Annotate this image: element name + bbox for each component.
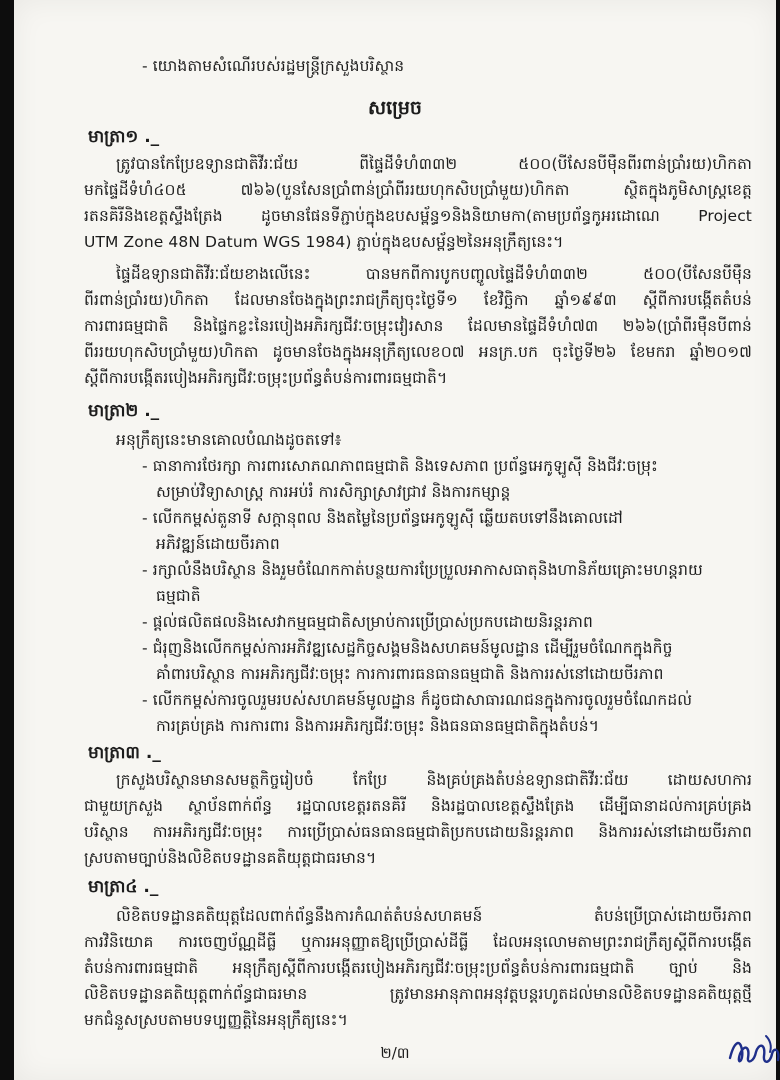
article-3-p1-line: ស្របតាមច្បាប់និងលិខិតបទដ្ឋានគតិយុត្តជាធរមាន។ xyxy=(84,849,377,867)
document-title: សម្រេច xyxy=(368,97,422,119)
document-page xyxy=(14,0,776,1080)
article-2-bullet: - ធានាការថែរក្សា ការពារសោភណភាពធម្មជាតិ និងទេសភាព ប្រព័ន្ធអេកូឡូស៊ី និងជីវៈចម្រុះ xyxy=(142,457,658,475)
signature-mark xyxy=(726,1028,780,1072)
article-1-p2-line: ពីររយហុកសិបប្រាំមួយ)ហិកតា ដូចមានចែងក្នុងអនុក្រឹត្យលេខ០៧ អនក្រ.បក ចុះថ្ងៃទី២៦ ខែមករា ឆ្នាំ២០១៧ xyxy=(84,343,752,361)
article-1-p2-line: ពីរពាន់ប្រាំរយ)ហិកតា ដែលមានចែងក្នុងព្រះរាជក្រឹត្យចុះថ្ងៃទី១ ខែវិច្ឆិកា ឆ្នាំ១៩៩៣ ស្តីពីការបង្កើតតំបន់ xyxy=(84,291,752,309)
page-number: ២/៣ xyxy=(380,1044,410,1062)
article-3-p1-line: ក្រសួងបរិស្ថានមានសមត្ថកិច្ចរៀបចំ កែប្រែ និងគ្រប់គ្រងតំបន់ឧទ្យានជាតិវីរៈជ័យ ដោយសហការ xyxy=(116,771,752,789)
article-4-p1-line: លិខិតបទដ្ឋានគតិយុត្តពាក់ព័ន្ធជាធរមាន ត្រូវមានអានុភាពអនុវត្តបន្តរហូតដល់មានលិខិតបទដ្ឋានគតិយុត្តថ្មី xyxy=(84,985,752,1003)
article-2-bullet-cont: អភិវឌ្ឍន៍ដោយចីរភាព xyxy=(156,535,280,553)
article-1-p1-line: UTM Zone 48N Datum WGS 1984) ភ្ជាប់ក្នុងឧបសម្ព័ន្ធ២នៃអនុក្រឹត្យនេះ។ xyxy=(84,233,564,251)
article-2-bullet-cont: ធម្មជាតិ xyxy=(156,587,201,605)
article-1-p1-line: ត្រូវបានកែប្រែឧទ្យានជាតិវីរៈជ័យ ពីផ្ទៃដីទំហំ៣៣២ ៥០០(បីសែនបីម៉ឺនពីរពាន់ប្រាំរយ)ហិកតា xyxy=(116,155,752,173)
article-1-heading: មាត្រា១ ._ xyxy=(88,127,160,147)
reference-line: - យោងតាមសំណើរបស់រដ្ឋមន្ត្រីក្រសួងបរិស្ថាន xyxy=(142,57,405,75)
article-4-p1-line: មកជំនួសស្របតាមបទប្បញ្ញត្តិនៃអនុក្រឹត្យនេះ។ xyxy=(84,1011,348,1029)
article-1-p2-line: ស្តីពីការបង្កើតរបៀងអភិរក្សជីវៈចម្រុះប្រព័ន្ធតំបន់ការពារធម្មជាតិ។ xyxy=(84,369,448,387)
article-3-heading: មាត្រា៣ ._ xyxy=(88,743,161,763)
article-2-bullet: - ផ្តល់ផលិតផលនិងសេវាកម្មធម្មជាតិសម្រាប់ការប្រើប្រាស់ប្រកបដោយនិរន្តរភាព xyxy=(142,613,593,631)
article-1-p2-line: ផ្ទៃដីឧទ្យានជាតិវីរៈជ័យខាងលើនេះ បានមកពីការបូកបញ្ចូលផ្ទៃដីទំហំ៣៣២ ៥០០(បីសែនបីម៉ឺន xyxy=(116,265,752,283)
article-2-bullet-cont: គាំពារបរិស្ថាន ការអភិរក្សជីវៈចម្រុះ ការការពារធនធានធម្មជាតិ និងការរស់នៅដោយចីរភាព xyxy=(156,665,664,683)
article-4-heading: មាត្រា៤ ._ xyxy=(88,877,159,897)
article-2-bullet-cont: ការគ្រប់គ្រង ការការពារ និងការអភិរក្សជីវៈចម្រុះ និងធនធានធម្មជាតិក្នុងតំបន់។ xyxy=(156,717,600,735)
article-4-p1-line: ការវិនិយោគ ការចេញប័ណ្ណដីធ្លី ឬការអនុញ្ញាតឱ្យប្រើប្រាស់ដីធ្លី ដែលអនុលោមតាមព្រះរាជក្រឹត្យស្តីពីការបង្កើត xyxy=(84,933,752,951)
article-3-p1-line: បរិស្ថាន ការអភិរក្សជីវៈចម្រុះ ការប្រើប្រាស់ធនធានធម្មជាតិប្រកបដោយនិរន្តរភាព និងការរស់នៅដោយចីរភាព xyxy=(84,823,752,841)
article-2-intro: អនុក្រឹត្យនេះមានគោលបំណងដូចតទៅ៖ xyxy=(116,431,342,449)
article-2-bullet: - លើកកម្ពស់តួនាទី សក្តានុពល និងតម្លៃនៃប្រព័ន្ធអេកូឡូស៊ី ឆ្លើយតបទៅនឹងគោលដៅ xyxy=(142,509,623,527)
article-4-p1-line: តំបន់ការពារធម្មជាតិ អនុក្រឹត្យស្តីពីការបង្កើតរបៀងអភិរក្សជីវៈចម្រុះប្រព័ន្ធតំបន់ការពារធម្មជាតិ ច្បាប់ និង xyxy=(84,959,752,977)
article-1-p1-line: រតនគិរីនិងខេត្តស្ទឹងត្រែង ដូចមានផែនទីភ្ជាប់ក្នុងឧបសម្ព័ន្ធ១និងនិយាមកា(តាមប្រព័ន្ធកូអរដោណេ Project xyxy=(84,207,752,225)
article-1-p1-line: មកផ្ទៃដីទំហំ៤០៥ ៧៦៦(បួនសែនប្រាំពាន់ប្រាំពីររយហុកសិបប្រាំមួយ)ហិកតា ស្ថិតក្នុងភូមិសាស្ត្រខេត្ត xyxy=(84,181,752,199)
article-2-heading: មាត្រា២ ._ xyxy=(88,401,160,421)
article-2-bullet: - រក្សាលំនឹងបរិស្ថាន និងរួមចំណែកកាត់បន្ថយការប្រែប្រួលអាកាសធាតុនិងហានិភ័យគ្រោះមហន្តរាយ xyxy=(142,561,703,579)
article-4-p1-line: លិខិតបទដ្ឋានគតិយុត្តដែលពាក់ព័ន្ធនឹងការកំណត់តំបន់សហគមន៍ តំបន់ប្រើប្រាស់ដោយចីរភាព xyxy=(116,907,752,925)
article-2-bullet: - ជំរុញនិងលើកកម្ពស់ការអភិវឌ្ឍសេដ្ឋកិច្ចសង្គមនិងសហគមន៍មូលដ្ឋាន ដើម្បីរួមចំណែកក្នុងកិច្ច xyxy=(142,639,673,657)
article-2-bullet-cont: សម្រាប់វិទ្យាសាស្ត្រ ការអប់រំ ការសិក្សាស្រាវជ្រាវ និងការកម្សាន្ត xyxy=(156,483,511,501)
article-3-p1-line: ជាមួយក្រសួង ស្ថាប័នពាក់ព័ន្ធ រដ្ឋបាលខេត្តរតនគិរី និងរដ្ឋបាលខេត្តស្ទឹងត្រែង ដើម្បីធានាដល់ការគ្រប់គ្រង xyxy=(84,797,752,815)
article-2-bullet: - លើកកម្ពស់ការចូលរួមរបស់សហគមន៍មូលដ្ឋាន ក៏ដូចជាសាធារណជនក្នុងការចូលរួមចំណែកដល់ xyxy=(142,691,693,709)
article-1-p2-line: ការពារធម្មជាតិ និងផ្ទៃកខ្លះនៃរបៀងអភិរក្សជីវៈចម្រុះវៀរសាន ដែលមានផ្ទៃដីទំហំ៧៣ ២៦៦(ប្រាំពីរម៉ឺនបីពាន់ xyxy=(84,317,752,335)
